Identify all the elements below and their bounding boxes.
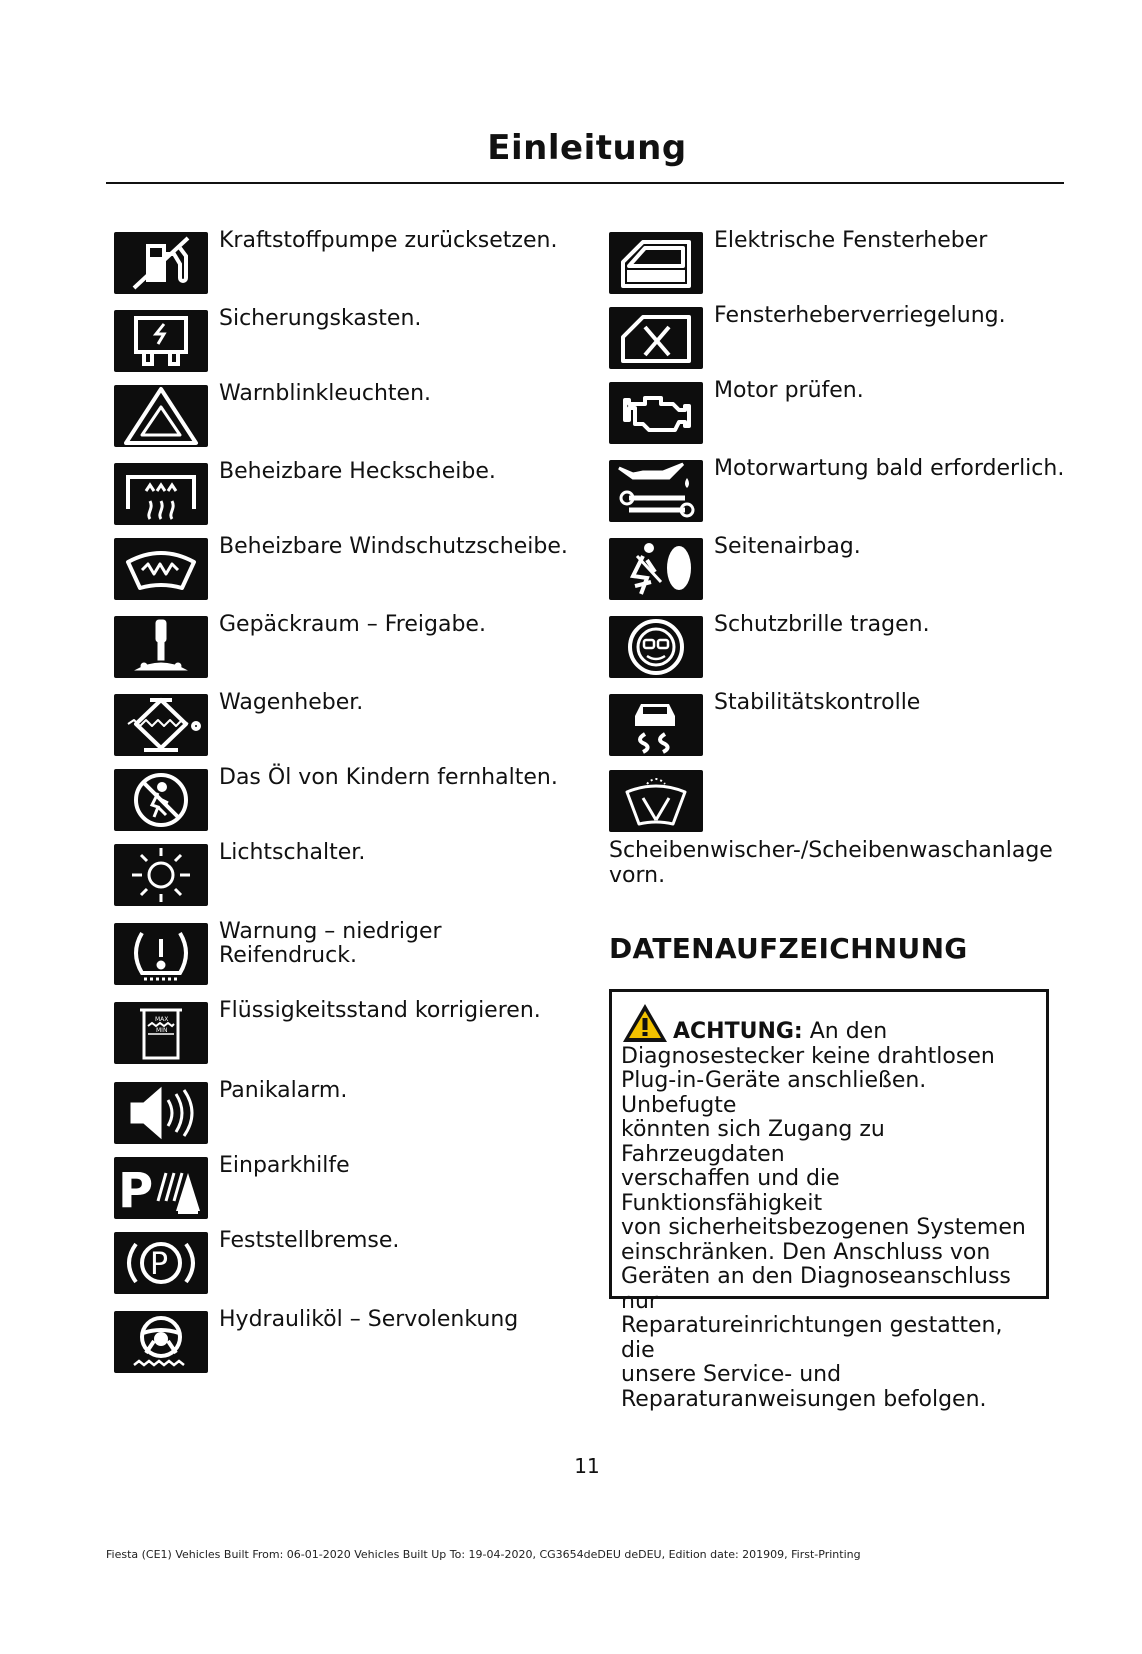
windshield-heat-icon [114,538,208,600]
warning-line: unsere Service- und [621,1362,842,1387]
parking-brake-icon [114,1232,208,1294]
symbol-label: Seitenairbag. [714,534,861,559]
wiper-label-line1: Scheibenwischer-/Scheibenwaschanlage [609,838,1053,863]
warning-line: An den [809,1019,888,1044]
symbol-label: Beheizbare Heckscheibe. [219,459,496,484]
symbol-label: Lichtschalter. [219,840,366,865]
symbol-label: Panikalarm. [219,1078,348,1103]
power-window-icon [609,232,703,294]
fuse-box-icon [114,310,208,372]
svg-text:MIN: MIN [156,1027,168,1034]
symbol-label: Warnung – niedriger [219,919,442,944]
warning-line: Diagnosestecker keine drahtlosen [621,1043,995,1069]
warning-line: könnten sich Zugang zu Fahrzeugdaten [621,1117,885,1167]
symbol-label: Elektrische Fensterheber [714,228,988,253]
symbol-label: Sicherungskasten. [219,306,422,331]
warning-line: Geräten an den Diagnoseanschluss nur [621,1264,1011,1314]
warning-triangle-icon [621,1002,669,1044]
warning-first-line [621,1002,1038,1045]
rear-defrost-icon [114,463,208,525]
window-lock-icon [609,307,703,369]
title-rule [106,182,1064,184]
side-airbag-icon [609,538,703,600]
trunk-release-icon [114,616,208,678]
svg-text:P: P [118,1163,154,1219]
check-engine-icon [609,382,703,444]
tire-pressure-icon [114,923,208,985]
car-jack-icon [114,694,208,756]
wiper-washer-label [609,838,1053,888]
fluid-level-icon [114,1002,208,1064]
symbol-label: Kraftstoffpumpe zurücksetzen. [219,228,558,253]
warning-line: verschaffen und die Funktionsfähigkeit [621,1166,840,1216]
panic-alarm-icon [114,1082,208,1144]
svg-text:MAX: MAX [155,1016,169,1023]
warning-line: Plug-in-Geräte anschließen. Unbefugte [621,1068,927,1118]
symbol-label: Stabilitätskontrolle [714,690,921,715]
safety-goggles-icon [609,616,703,678]
footer-edition-info: Fiesta (CE1) Vehicles Built From: 06-01-2020 Vehicles Built Up To: 19-04-2020, CG3654deDEU deDEU, Edition date: 201909, First-Printing [106,1548,861,1561]
symbol-label: Motorwartung bald erforderlich. [714,456,1065,481]
stability-control-icon [609,694,703,756]
wiper-label-line2: vorn. [609,863,666,888]
page-number: 11 [574,1454,600,1478]
warning-line: Reparatureinrichtungen gestatten, die [621,1313,1003,1363]
warning-line: Reparaturanweisungen befolgen. [621,1386,987,1412]
section-heading: DATENAUFZEICHNUNG [609,932,968,965]
fuel-pump-reset-icon [114,232,208,294]
engine-service-icon [609,460,703,522]
warning-line: einschränken. Den Anschluss von [621,1239,991,1265]
parking-aid-icon [114,1157,208,1219]
symbol-label: Schutzbrille tragen. [714,612,930,637]
light-switch-icon [114,844,208,906]
symbol-label-line2: Reifendruck. [219,943,357,968]
symbol-label: Wagenheber. [219,690,364,715]
warning-box [609,989,1049,1412]
symbol-label: Das Öl von Kindern fernhalten. [219,765,558,790]
symbol-label: Warnblinkleuchten. [219,381,432,406]
symbol-label: Flüssigkeitsstand korrigieren. [219,998,541,1023]
symbol-label: Beheizbare Windschutzscheibe. [219,534,568,559]
power-steering-fluid-icon [114,1311,208,1373]
svg-text:P: P [150,1247,169,1282]
warning-word: ACHTUNG: [673,1019,803,1044]
keep-away-children-icon [114,769,208,831]
wiper-washer-icon [609,770,703,832]
symbol-label: Feststellbremse. [219,1228,400,1253]
page-title: Einleitung [487,128,687,168]
symbol-label: Hydrauliköl – Servolenkung [219,1307,519,1332]
hazard-triangle-icon [114,385,208,447]
symbol-label: Fensterheberverriegelung. [714,303,1006,328]
warning-line: von sicherheitsbezogenen Systemen [621,1215,1026,1240]
symbol-label: Motor prüfen. [714,378,864,403]
symbol-label: Gepäckraum – Freigabe. [219,612,486,637]
symbol-label: Einparkhilfe [219,1153,350,1178]
